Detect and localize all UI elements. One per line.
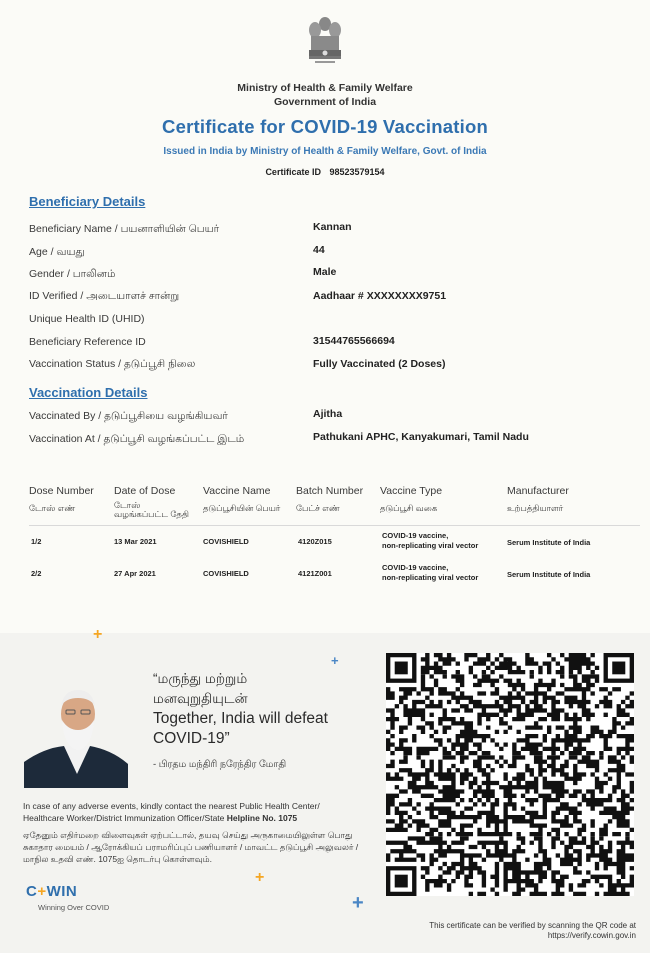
verify-note <box>396 921 636 941</box>
table-header-manufacturer-ta: உற்பத்தியாளர் <box>507 503 564 513</box>
beneficiary-row-label: Beneficiary Name / பயனாளியின் பெயர் <box>29 223 220 235</box>
qr-finder-pattern <box>395 662 408 675</box>
table-header-vaccine-name: Vaccine Name <box>203 485 271 497</box>
table-header-batch-ta: பேட்ச் எண் <box>296 503 340 513</box>
verify-line1: This certificate can be verified by scanning the QR code at <box>429 921 636 930</box>
cowin-logo <box>26 883 77 900</box>
beneficiary-row-label: Unique Health ID (UHID) <box>29 313 145 325</box>
government-name: Government of India <box>273 96 377 108</box>
cowin-logo-plus: + <box>37 883 47 900</box>
table-header-vaccine-type: Vaccine Type <box>380 485 443 497</box>
quote-tamil-line2: மனவுறுதியுடன் <box>153 691 248 706</box>
vaccine-type-line2: non-replicating viral vector <box>382 573 479 582</box>
beneficiary-row-label: ID Verified / அடையாளச் சான்று <box>29 290 180 302</box>
manufacturer: Serum Institute of India <box>507 538 591 547</box>
helpline-line2 <box>23 812 373 824</box>
certificate-subtitle: Issued in India by Ministry of Health & Family Welfare, Govt. of India <box>163 146 487 157</box>
table-header-vaccine-name-ta: தடுப்பூசியின் பெயர் <box>203 503 281 513</box>
certificate-id-line <box>0 167 650 177</box>
beneficiary-heading: Beneficiary Details <box>29 194 146 209</box>
helpline-line2-text: Healthcare Worker/District Immunization Officer/State <box>23 813 227 823</box>
vaccination-row-value: Pathukani APHC, Kanyakumari, Tamil Nadu <box>313 431 529 443</box>
vaccination-row-label: Vaccination At / தடுப்பூசி வழங்கப்பட்ட இடம் <box>29 433 245 445</box>
table-header-manufacturer: Manufacturer <box>507 485 569 497</box>
manufacturer: Serum Institute of India <box>507 570 591 579</box>
helpline-text <box>23 800 373 824</box>
national-emblem-icon <box>303 14 347 80</box>
helpline-tamil-line3: மாநில உதவி எண். 1075ஐ தொடர்பு கொள்ளவும். <box>23 854 212 864</box>
table-header-vaccine-type-ta: தடுப்பூசி வகை <box>380 503 438 513</box>
qr-finder-pattern <box>395 875 408 888</box>
quote-tamil-line1: “மருந்து மற்றும் <box>153 671 248 686</box>
vaccine-type-line1: COVID-19 vaccine, <box>382 531 449 540</box>
cowin-tagline: Winning Over COVID <box>38 903 110 912</box>
table-divider <box>29 525 640 526</box>
helpline-number: Helpline No. 1075 <box>226 813 298 823</box>
table-header-batch: Batch Number <box>296 485 364 497</box>
certificate-id-value: 98523579154 <box>329 167 385 177</box>
helpline-tamil-line2: சுகாதார மையம் / ஆரோக்கியப் பராமரிப்புப் பணியாளர் / மாவட்ட தடுப்பூசி அலுவலர் / <box>23 842 359 852</box>
dose-date: 13 Mar 2021 <box>114 537 157 546</box>
table-header-date-ta: டோஸ் வழங்கப்பட்ட தேதி <box>114 500 189 519</box>
cowin-logo-win: WIN <box>46 883 78 900</box>
beneficiary-row-value: 31544765566694 <box>313 335 395 347</box>
dose-date: 27 Apr 2021 <box>114 569 156 578</box>
helpline-tamil-line1: ஏதேனும் எதிர்மறை விளைவுகள் ஏற்பட்டால், தயவு செய்து அருகாமையிலுள்ள பொது <box>23 830 353 840</box>
plus-decoration-icon: + <box>331 653 339 668</box>
quote-english-line1: Together, India will defeat <box>153 710 328 727</box>
ministry-name: Ministry of Health & Family Welfare <box>237 82 413 94</box>
helpline-tamil <box>23 829 373 865</box>
beneficiary-row-value: Aadhaar # XXXXXXXX9751 <box>313 290 447 302</box>
beneficiary-row-label: Beneficiary Reference ID <box>29 336 146 348</box>
pm-quote <box>153 669 383 749</box>
plus-decoration-icon: + <box>93 626 103 643</box>
vaccination-heading: Vaccination Details <box>29 385 148 400</box>
beneficiary-row-value: Male <box>313 266 337 278</box>
vaccination-row-value: Ajitha <box>313 408 343 420</box>
table-header-date: Date of Dose <box>114 485 176 497</box>
table-header-dose: Dose Number <box>29 485 94 497</box>
certificate-id-label: Certificate ID <box>265 167 321 177</box>
verify-url[interactable]: https://verify.cowin.gov.in <box>547 931 636 940</box>
beneficiary-row-value: Fully Vaccinated (2 Doses) <box>313 358 446 370</box>
vaccination-row-label: Vaccinated By / தடுப்பூசியை வழங்கியவர் <box>29 410 228 422</box>
qr-finder-pattern <box>612 662 625 675</box>
pm-name: - பிரதம மந்திரி நரேந்திர மோதி <box>153 759 287 770</box>
vaccine-name: COVISHIELD <box>203 569 249 578</box>
certificate-title: Certificate for COVID-19 Vaccination <box>162 116 488 137</box>
dose-number: 2/2 <box>31 569 42 578</box>
plus-decoration-icon: + <box>352 892 364 914</box>
helpline-line1: In case of any adverse events, kindly contact the nearest Public Health Center/ <box>23 801 320 811</box>
vaccine-name: COVISHIELD <box>203 537 249 546</box>
beneficiary-row-label: Age / வயது <box>29 246 85 258</box>
beneficiary-row-value: Kannan <box>313 221 352 233</box>
vaccine-type-line2: non-replicating viral vector <box>382 541 479 550</box>
prime-minister-portrait <box>24 684 130 788</box>
cowin-logo-c: C <box>26 883 38 900</box>
qr-code[interactable] <box>386 653 634 896</box>
batch-number: 4120Z015 <box>298 537 332 546</box>
beneficiary-row-label: Vaccination Status / தடுப்பூசி நிலை <box>29 358 196 370</box>
vaccine-type-line1: COVID-19 vaccine, <box>382 563 449 572</box>
table-header-dose-ta: டோஸ் எண் <box>29 503 76 513</box>
beneficiary-row-label: Gender / பாலினம் <box>29 268 116 280</box>
quote-english-line2: COVID-19” <box>153 730 230 747</box>
plus-decoration-icon: + <box>255 869 265 886</box>
dose-number: 1/2 <box>31 537 42 546</box>
batch-number: 4121Z001 <box>298 569 332 578</box>
beneficiary-row-value: 44 <box>313 244 325 256</box>
